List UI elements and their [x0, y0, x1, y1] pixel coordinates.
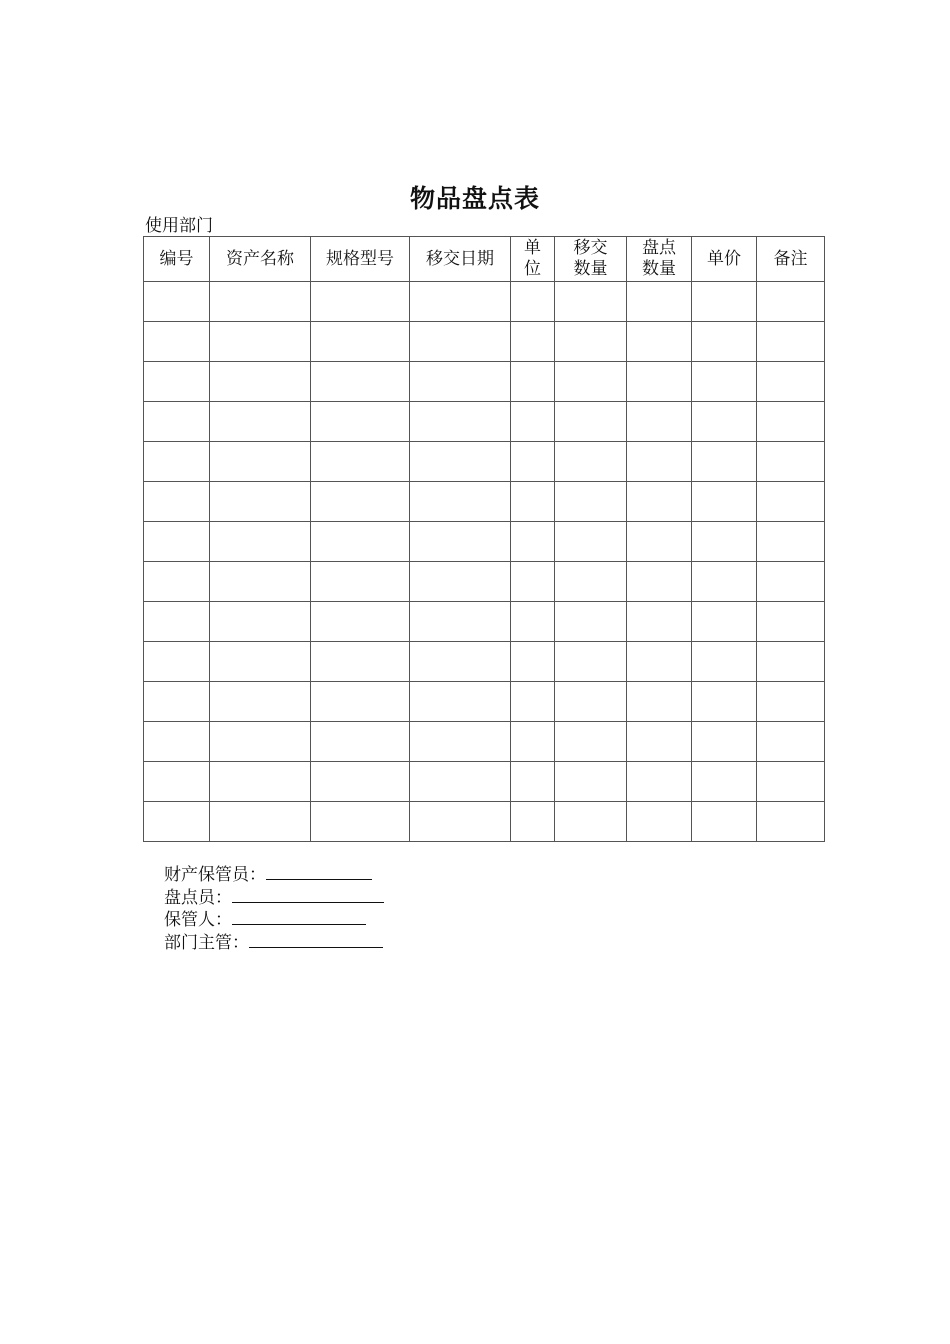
- table-cell[interactable]: [210, 522, 311, 562]
- signature-blank[interactable]: [249, 932, 383, 948]
- column-header-line: 备注: [773, 248, 808, 269]
- column-header-line: 移交日期: [426, 248, 494, 269]
- table-cell[interactable]: [210, 762, 311, 802]
- table-cell[interactable]: [627, 762, 692, 802]
- table-header-row: [144, 237, 825, 282]
- table-cell[interactable]: [144, 762, 210, 802]
- table-cell[interactable]: [410, 762, 511, 802]
- signature-block: [164, 864, 384, 954]
- table-cell[interactable]: [555, 802, 627, 842]
- table-cell[interactable]: [555, 482, 627, 522]
- column-header-line: 位: [524, 259, 541, 279]
- table-cell[interactable]: [692, 802, 757, 842]
- table-cell[interactable]: [210, 442, 311, 482]
- table-row: [144, 762, 825, 802]
- table-cell[interactable]: [757, 562, 825, 602]
- table-cell[interactable]: [757, 682, 825, 722]
- table-cell[interactable]: [692, 362, 757, 402]
- table-cell[interactable]: [410, 322, 511, 362]
- table-cell[interactable]: [757, 642, 825, 682]
- column-header-line: 盘点: [642, 238, 676, 258]
- column-header-line: 资产名称: [226, 248, 294, 269]
- column-header-line: 数量: [642, 259, 676, 279]
- table-cell[interactable]: [410, 642, 511, 682]
- table-cell[interactable]: [410, 562, 511, 602]
- table-cell[interactable]: [627, 602, 692, 642]
- table-cell[interactable]: [311, 322, 410, 362]
- table-cell[interactable]: [757, 762, 825, 802]
- column-header-line: 单: [524, 238, 541, 258]
- signature-label: 保管人：: [164, 910, 232, 930]
- table-row: [144, 482, 825, 522]
- table-cell[interactable]: [555, 602, 627, 642]
- table-cell[interactable]: [410, 362, 511, 402]
- table-cell[interactable]: [511, 602, 555, 642]
- signature-line: [164, 909, 384, 932]
- table-cell[interactable]: [311, 762, 410, 802]
- table-cell[interactable]: [210, 282, 311, 322]
- signature-blank[interactable]: [266, 864, 372, 880]
- table-cell[interactable]: [311, 642, 410, 682]
- table-cell[interactable]: [757, 282, 825, 322]
- table-cell[interactable]: [627, 362, 692, 402]
- table-cell[interactable]: [555, 402, 627, 442]
- signature-line: [164, 887, 384, 910]
- table-cell[interactable]: [144, 522, 210, 562]
- table-cell[interactable]: [555, 442, 627, 482]
- table-row: [144, 402, 825, 442]
- table-cell[interactable]: [311, 362, 410, 402]
- table-cell[interactable]: [555, 722, 627, 762]
- table-cell[interactable]: [311, 562, 410, 602]
- table-cell[interactable]: [410, 602, 511, 642]
- column-header: [757, 237, 825, 282]
- table-row: [144, 522, 825, 562]
- table-cell[interactable]: [311, 402, 410, 442]
- table-cell[interactable]: [210, 802, 311, 842]
- table-cell[interactable]: [692, 522, 757, 562]
- column-header-line: 规格型号: [326, 248, 394, 269]
- signature-blank[interactable]: [232, 887, 384, 903]
- table-body: [144, 282, 825, 842]
- signature-label: 盘点员：: [164, 887, 232, 908]
- table-cell[interactable]: [410, 282, 511, 322]
- table-cell[interactable]: [627, 322, 692, 362]
- table-cell[interactable]: [627, 482, 692, 522]
- table-cell[interactable]: [511, 362, 555, 402]
- table-cell[interactable]: [692, 722, 757, 762]
- table-cell[interactable]: [210, 322, 311, 362]
- column-header: [692, 237, 757, 282]
- table-cell[interactable]: [511, 682, 555, 722]
- table-cell[interactable]: [692, 402, 757, 442]
- signature-line: [164, 932, 384, 955]
- table-cell[interactable]: [692, 682, 757, 722]
- table-cell[interactable]: [757, 322, 825, 362]
- table-cell[interactable]: [410, 802, 511, 842]
- table-cell[interactable]: [555, 522, 627, 562]
- table-cell[interactable]: [627, 522, 692, 562]
- table-cell[interactable]: [627, 282, 692, 322]
- table-cell[interactable]: [555, 682, 627, 722]
- page-title: 物品盘点表: [409, 184, 540, 213]
- table-cell[interactable]: [410, 482, 511, 522]
- column-header: [144, 237, 210, 282]
- table-cell[interactable]: [210, 562, 311, 602]
- table-cell[interactable]: [511, 442, 555, 482]
- table-row: [144, 362, 825, 402]
- table-row: [144, 322, 825, 362]
- table-cell[interactable]: [555, 762, 627, 802]
- table-cell[interactable]: [692, 282, 757, 322]
- table-cell[interactable]: [311, 442, 410, 482]
- table-cell[interactable]: [511, 562, 555, 602]
- table-cell[interactable]: [757, 722, 825, 762]
- table-cell[interactable]: [692, 562, 757, 602]
- table-cell[interactable]: [692, 442, 757, 482]
- table-cell[interactable]: [555, 282, 627, 322]
- table-row: [144, 722, 825, 762]
- signature-label: 财产保管员：: [164, 865, 266, 885]
- table-cell[interactable]: [410, 442, 511, 482]
- table-cell[interactable]: [410, 522, 511, 562]
- table-cell[interactable]: [144, 642, 210, 682]
- table-cell[interactable]: [627, 642, 692, 682]
- table-cell[interactable]: [144, 482, 210, 522]
- column-header: [511, 237, 555, 282]
- table-cell[interactable]: [511, 802, 555, 842]
- table-cell[interactable]: [144, 362, 210, 402]
- column-header-line: 单价: [707, 248, 741, 269]
- table-cell[interactable]: [555, 322, 627, 362]
- signature-blank[interactable]: [232, 909, 366, 925]
- table-cell[interactable]: [692, 322, 757, 362]
- table-cell[interactable]: [144, 562, 210, 602]
- table-row: [144, 282, 825, 322]
- signature-label: 部门主管：: [164, 932, 249, 953]
- table-cell[interactable]: [144, 722, 210, 762]
- column-header: [311, 237, 410, 282]
- table-row: [144, 442, 825, 482]
- column-header: [627, 237, 692, 282]
- table-cell[interactable]: [757, 602, 825, 642]
- column-header: [210, 237, 311, 282]
- table-cell[interactable]: [144, 282, 210, 322]
- table-cell[interactable]: [210, 722, 311, 762]
- table-cell[interactable]: [511, 522, 555, 562]
- table-cell[interactable]: [555, 562, 627, 602]
- column-header-line: 数量: [573, 259, 608, 279]
- table-cell[interactable]: [210, 642, 311, 682]
- table-cell[interactable]: [511, 482, 555, 522]
- table-cell[interactable]: [555, 362, 627, 402]
- table-cell[interactable]: [311, 682, 410, 722]
- table-row: [144, 562, 825, 602]
- table-cell[interactable]: [757, 402, 825, 442]
- table-cell[interactable]: [692, 762, 757, 802]
- table-row: [144, 642, 825, 682]
- department-label: 使用部门: [145, 216, 213, 236]
- table-cell[interactable]: [555, 642, 627, 682]
- table-cell[interactable]: [692, 602, 757, 642]
- table-cell[interactable]: [144, 682, 210, 722]
- table-cell[interactable]: [410, 682, 511, 722]
- table-cell[interactable]: [511, 722, 555, 762]
- table-cell[interactable]: [692, 642, 757, 682]
- table-cell[interactable]: [511, 322, 555, 362]
- column-header: [555, 237, 627, 282]
- table-cell[interactable]: [757, 522, 825, 562]
- table-cell[interactable]: [627, 722, 692, 762]
- table-cell[interactable]: [757, 442, 825, 482]
- table-cell[interactable]: [511, 282, 555, 322]
- table-cell[interactable]: [410, 402, 511, 442]
- table-cell[interactable]: [410, 722, 511, 762]
- table-cell[interactable]: [757, 802, 825, 842]
- table-cell[interactable]: [210, 602, 311, 642]
- table-cell[interactable]: [210, 402, 311, 442]
- table-cell[interactable]: [627, 402, 692, 442]
- table-cell[interactable]: [757, 482, 825, 522]
- table-row: [144, 602, 825, 642]
- table-cell[interactable]: [144, 322, 210, 362]
- table-cell[interactable]: [311, 522, 410, 562]
- table-cell[interactable]: [210, 362, 311, 402]
- table-cell[interactable]: [627, 562, 692, 602]
- table-cell[interactable]: [144, 442, 210, 482]
- table-cell[interactable]: [144, 602, 210, 642]
- table-cell[interactable]: [511, 642, 555, 682]
- table-row: [144, 802, 825, 842]
- column-header-line: 移交: [573, 238, 608, 258]
- table-cell[interactable]: [757, 362, 825, 402]
- inventory-table: [143, 236, 825, 842]
- table-cell[interactable]: [210, 682, 311, 722]
- signature-line: [164, 864, 384, 887]
- table-cell[interactable]: [311, 482, 410, 522]
- table-cell[interactable]: [511, 762, 555, 802]
- column-header: [410, 237, 511, 282]
- column-header-line: 编号: [159, 248, 194, 269]
- table-cell[interactable]: [311, 722, 410, 762]
- table-cell[interactable]: [311, 602, 410, 642]
- table-cell[interactable]: [511, 402, 555, 442]
- table-cell[interactable]: [627, 442, 692, 482]
- table-cell[interactable]: [627, 802, 692, 842]
- table-cell[interactable]: [144, 802, 210, 842]
- table-row: [144, 682, 825, 722]
- table-cell[interactable]: [144, 402, 210, 442]
- table-cell[interactable]: [627, 682, 692, 722]
- table-cell[interactable]: [692, 482, 757, 522]
- table-cell[interactable]: [311, 282, 410, 322]
- table-cell[interactable]: [210, 482, 311, 522]
- table-cell[interactable]: [311, 802, 410, 842]
